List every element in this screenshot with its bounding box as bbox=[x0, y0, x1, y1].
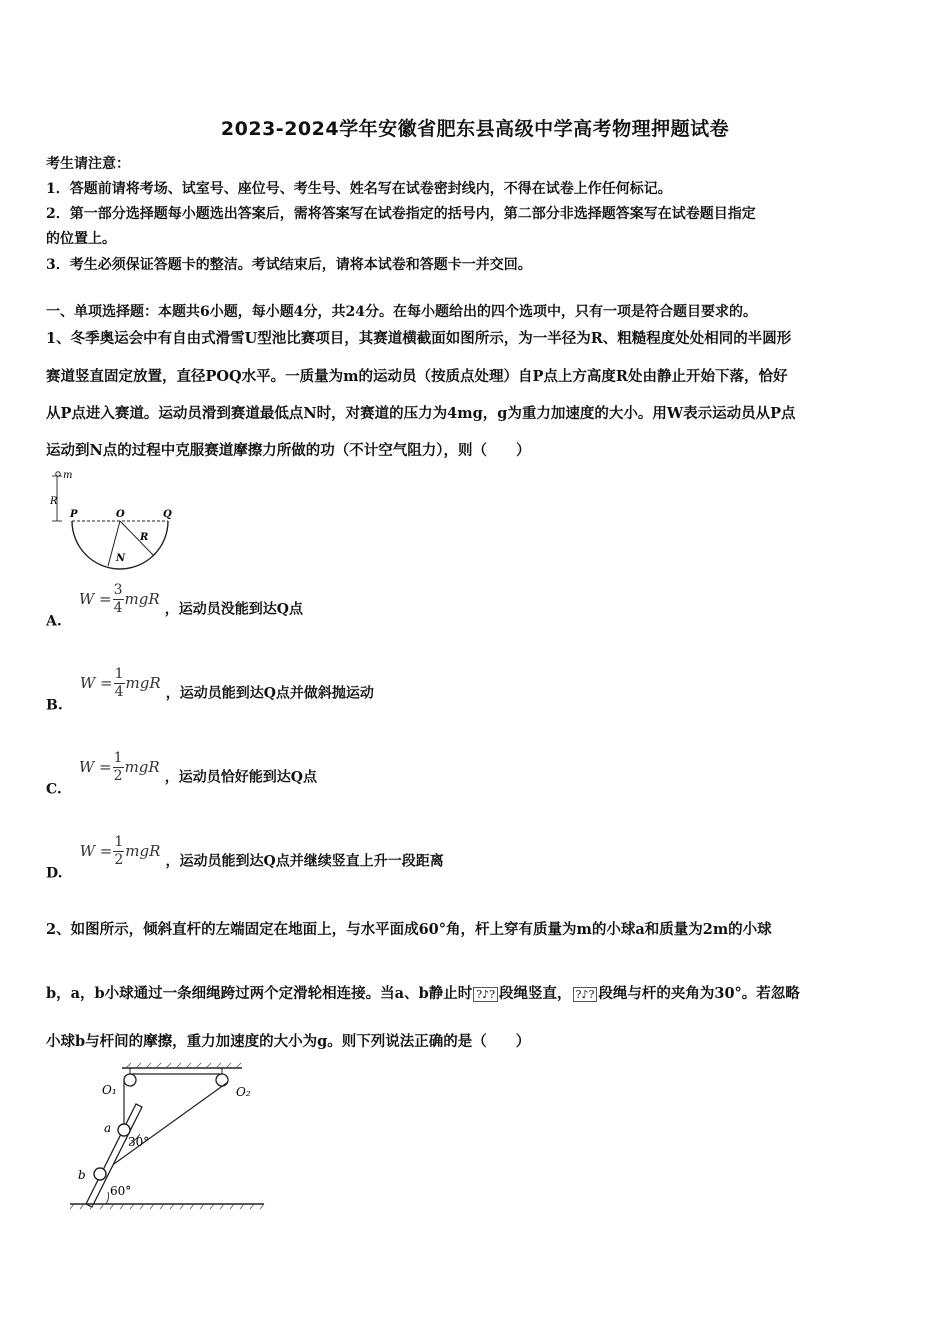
label-Q: Q bbox=[163, 509, 172, 520]
label-o1: O₁ bbox=[102, 1083, 117, 1097]
label-m: m bbox=[63, 470, 73, 481]
label-b: b bbox=[78, 1168, 86, 1182]
label-angle-60: 60° bbox=[110, 1184, 132, 1198]
missing-glyph: ?♪? bbox=[573, 987, 598, 1002]
section-heading: 一、单项选择题：本题共6小题，每小题4分，共24分。在每小题给出的四个选项中，只有一项是符合题目要求的。 bbox=[46, 304, 757, 320]
formula: W = $\frac{1}{4}$ mgR bbox=[79, 666, 161, 700]
label-a: a bbox=[104, 1121, 112, 1135]
notice-item: 2．第一部分选择题每小题选出答案后，需将答案写在试卷指定的括号内，第二部分非选择题答案写在试卷题目指定 bbox=[46, 206, 756, 222]
notice-item: 1．答题前请将考场、试室号、座位号、考生号、姓名写在试卷密封线内，不得在试卷上作任何标记。 bbox=[46, 181, 672, 197]
q1-line: 从P点进入赛道。运动员滑到赛道最低点N时，对赛道的压力为4mg，g为重力加速度的大小。用W表示运动员从P点 bbox=[46, 405, 796, 422]
halfpipe-figure bbox=[44, 466, 184, 572]
label-O: O bbox=[116, 509, 125, 520]
q2-line: 2、如图所示，倾斜直杆的左端固定在地面上，与水平面成60°角，杆上穿有质量为m的小球a和质量为2m的小球 bbox=[46, 921, 772, 938]
label-N: N bbox=[116, 553, 126, 564]
page-title: 2023-2024学年安徽省肥东县高级中学高考物理押题试卷 bbox=[220, 118, 730, 140]
athlete-point bbox=[56, 472, 60, 476]
q2-line: b，a，b小球通过一条细绳跨过两个定滑轮相连接。当a、b静止时 ?♪? 段绳竖直， ?♪? 段绳与杆的夹角为30°。若忽略 bbox=[46, 985, 800, 1002]
radius-line bbox=[120, 521, 154, 556]
q1-line: 运动到N点的过程中克服赛道摩擦力所做的功（不计空气阻力），则（ ） bbox=[46, 442, 531, 459]
notice-heading: 考生请注意： bbox=[46, 156, 130, 172]
label-R-radius: R bbox=[140, 532, 149, 543]
option-d[interactable]: D. W = $\frac{1}{2}$ mgR ，运动员能到达Q点并继续竖直上升一段距离 bbox=[46, 834, 444, 882]
formula: W = $\frac{1}{2}$ mgR bbox=[79, 834, 161, 868]
label-o2: O₂ bbox=[236, 1085, 251, 1099]
ball-b bbox=[94, 1168, 106, 1180]
option-c[interactable]: C. W = $\frac{1}{2}$ mgR ，运动员恰好能到达Q点 bbox=[46, 750, 317, 798]
pulley-o1 bbox=[124, 1074, 136, 1086]
missing-glyph: ?♪? bbox=[473, 987, 498, 1002]
label-angle-30: 30° bbox=[128, 1135, 150, 1149]
label-R-height: R bbox=[50, 496, 58, 507]
label-P: P bbox=[70, 509, 78, 520]
q2-line: 小球b与杆间的摩擦，重力加速度的大小为g。则下列说法正确的是（ ） bbox=[46, 1033, 531, 1050]
q1-line: 1、冬季奥运会中有自由式滑雪U型池比赛项目，其赛道横截面如图所示，为一半径为R、粗糙程度处处相同的半圆形 bbox=[46, 330, 792, 347]
option-a[interactable]: A. W = $\frac{3}{4}$ mgR ，运动员没能到达Q点 bbox=[46, 582, 303, 630]
notice-item: 的位置上。 bbox=[46, 231, 116, 247]
pulley-o2 bbox=[216, 1074, 228, 1086]
q1-line: 赛道竖直固定放置，直径POQ水平。一质量为m的运动员（按质点处理）自P点上方高度R处由静止开始下落，恰好 bbox=[46, 368, 788, 385]
notice-item: 3．考生必须保证答题卡的整洁。考试结束后，请将本试卷和答题卡一并交回。 bbox=[46, 257, 532, 273]
rod-pulley-figure bbox=[70, 1062, 270, 1212]
option-b[interactable]: B. W = $\frac{1}{4}$ mgR ，运动员能到达Q点并做斜抛运动 bbox=[46, 666, 374, 714]
formula: W = $\frac{3}{4}$ mgR bbox=[78, 582, 160, 616]
formula: W = $\frac{1}{2}$ mgR bbox=[78, 750, 160, 784]
